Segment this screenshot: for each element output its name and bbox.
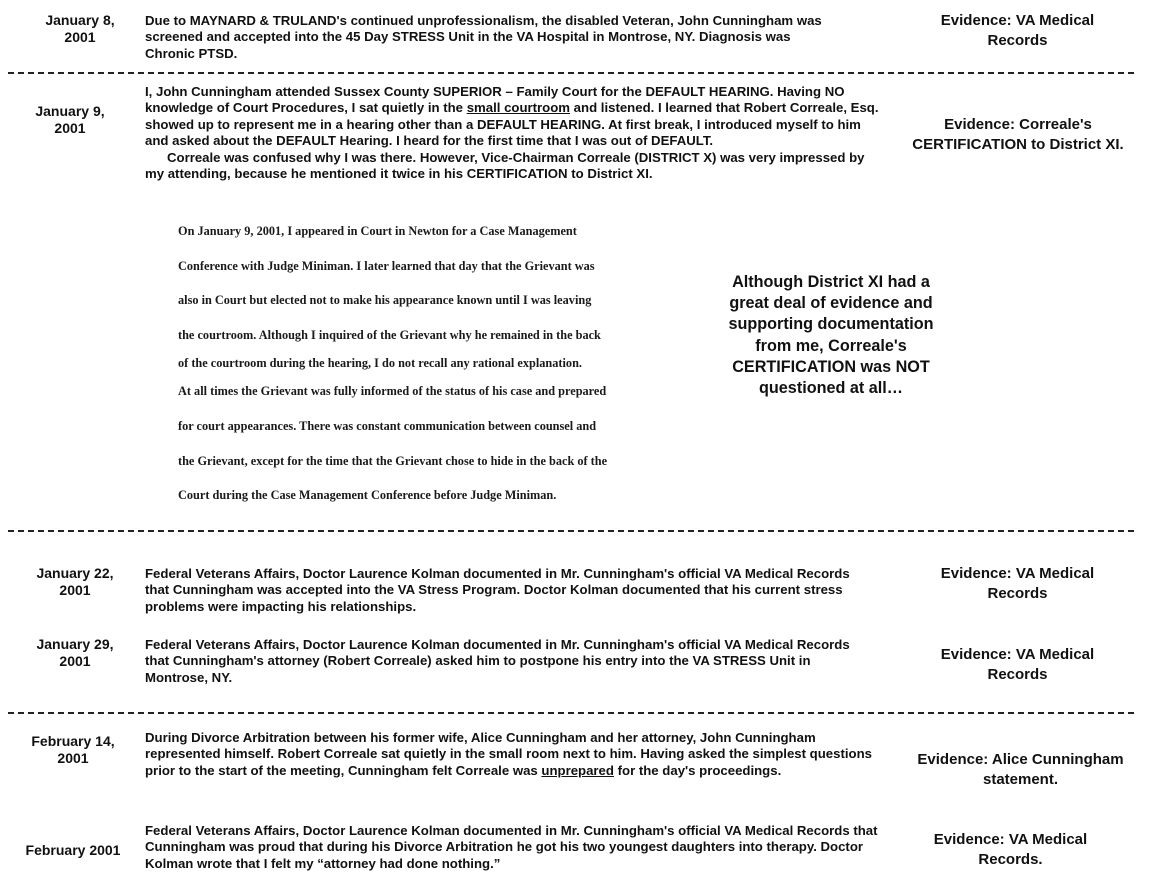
section-divider	[8, 712, 1134, 714]
quote-line: the courtroom. Although I inquired of the Grievant why he remained in the back	[178, 327, 601, 342]
entry-text	[145, 730, 890, 779]
evidence-line: Evidence: VA Medical	[940, 565, 1095, 582]
evidence-line: Evidence: VA Medical	[940, 12, 1095, 29]
date-line: February 14,	[31, 733, 115, 749]
text-run: During Divorce Arbitration between his former wife, Alice Cunningham and her attorney, John Cunningham represented himself. Robert Correale sat quietly in the small room next to him. Having asked the simplest questions prior to the start of the meeting, Cunningham felt Correale was	[145, 730, 872, 778]
entry-paragraph	[145, 84, 885, 150]
date-line: January 29,	[36, 636, 114, 652]
section-divider	[8, 72, 1134, 74]
entry-date	[10, 565, 140, 599]
entry-text: Due to MAYNARD & TRULAND's continued unprofessionalism, the disabled Veteran, John Cunningham was screened and accepted into the 45 Day STRESS Unit in the VA Hospital in Montrose, NY. Diagnosis was Chronic PTSD.	[145, 13, 822, 61]
quote-line: for court appearances. There was constant communication between counsel and	[178, 418, 597, 433]
evidence-label	[893, 750, 1148, 790]
date-line: 2001	[59, 582, 91, 598]
callout-note: Although District XI had a great deal of evidence and supporting documentation from me, Correale's CERTIFICATION was NOT questioned at all…	[728, 273, 934, 398]
evidence-label	[893, 115, 1143, 155]
evidence-line: Evidence: VA Medical	[940, 646, 1095, 663]
date-line: 2001	[57, 750, 89, 766]
entry-text	[145, 84, 885, 182]
evidence-label	[905, 645, 1130, 685]
evidence-label	[905, 564, 1130, 604]
date-line: 2001	[64, 29, 96, 45]
evidence-label	[905, 11, 1130, 51]
entry-date	[10, 636, 140, 670]
text-run: for the day's proceedings.	[613, 762, 782, 778]
entry-text: Federal Veterans Affairs, Doctor Laurence Kolman documented in Mr. Cunningham's official VA Medical Records that Cunningham's attorney (Robert Correale) asked him to postpone his entry into the VA STRESS Unit in Montrose, NY.	[145, 637, 850, 685]
evidence-line: Records	[987, 32, 1048, 49]
quote-line: Conference with Judge Miniman. I later learned that day that the Grievant was	[178, 258, 595, 273]
date-line: 2001	[54, 120, 86, 136]
underlined-text: small courtroom	[466, 100, 571, 116]
date-line: February 2001	[25, 842, 121, 858]
entry-text: Federal Veterans Affairs, Doctor Laurence Kolman documented in Mr. Cunningham's official VA Medical Records that Cunningham was accepted into the VA Stress Program. Doctor Kolman documented that his current stress problems were impacting his relationships.	[145, 566, 850, 614]
evidence-line: Records.	[978, 851, 1043, 868]
quote-line: Court during the Case Management Conference before Judge Miniman.	[178, 488, 557, 503]
date-line: January 8,	[45, 12, 115, 28]
date-line: January 9,	[35, 103, 105, 119]
entry-paragraph: Correale was confused why I was there. However, Vice-Chairman Correale (DISTRICT X) was very impressed by my attending, because he mentioned it twice in his CERTIFICATION to District XI.	[145, 149, 865, 182]
evidence-line: Evidence: Alice Cunningham	[917, 751, 1124, 768]
certification-quote	[178, 214, 718, 513]
underlined-text: unprepared	[541, 762, 614, 778]
quote-line: On January 9, 2001, I appeared in Court in Newton for a Case Management	[178, 224, 577, 238]
entry-date	[20, 12, 140, 46]
evidence-line: statement.	[982, 771, 1059, 788]
evidence-line: Records	[987, 585, 1048, 602]
quote-line: At all times the Grievant was fully informed of the status of his case and prepared	[178, 384, 607, 399]
evidence-line: Evidence: Correale's	[944, 116, 1092, 133]
quote-line: the Grievant, except for the time that the Grievant chose to hide in the back of the	[178, 453, 608, 468]
date-line: January 22,	[36, 565, 114, 581]
entry-text: Federal Veterans Affairs, Doctor Laurence Kolman documented in Mr. Cunningham's official VA Medical Records that Cunningham was proud that during his Divorce Arbitration he got his two youngest daughters into therapy. Doctor Kolman wrote that I felt my “attorney had done nothing.”	[145, 823, 878, 871]
entry-date	[8, 842, 138, 859]
entry-date	[10, 103, 130, 137]
date-line: 2001	[59, 653, 91, 669]
quote-line: of the courtroom during the hearing, I do not recall any rational explanation.	[178, 356, 582, 371]
quote-line: also in Court but elected not to make his appearance known until I was leaving	[178, 293, 592, 308]
evidence-label	[883, 830, 1138, 870]
text-run: I, John Cunningham attended Sussex County SUPERIOR – Family Court for the DEFAULT HEARING. Having NO knowledge of Court Procedures, I sat quietly in the	[145, 84, 845, 116]
section-divider	[8, 530, 1134, 532]
entry-date	[8, 733, 138, 767]
evidence-line: CERTIFICATION to District XI.	[912, 136, 1124, 153]
text-run: and listened. I learned that Robert Correale, Esq. showed up to represent me in a hearing other than a DEFAULT HEARING. At first break, I introduced myself to him and asked about the DEFAULT Hearing. I heard for the first time that I was out of DEFAULT.	[145, 100, 879, 149]
evidence-line: Evidence: VA Medical	[933, 831, 1088, 848]
evidence-line: Records	[987, 666, 1048, 683]
